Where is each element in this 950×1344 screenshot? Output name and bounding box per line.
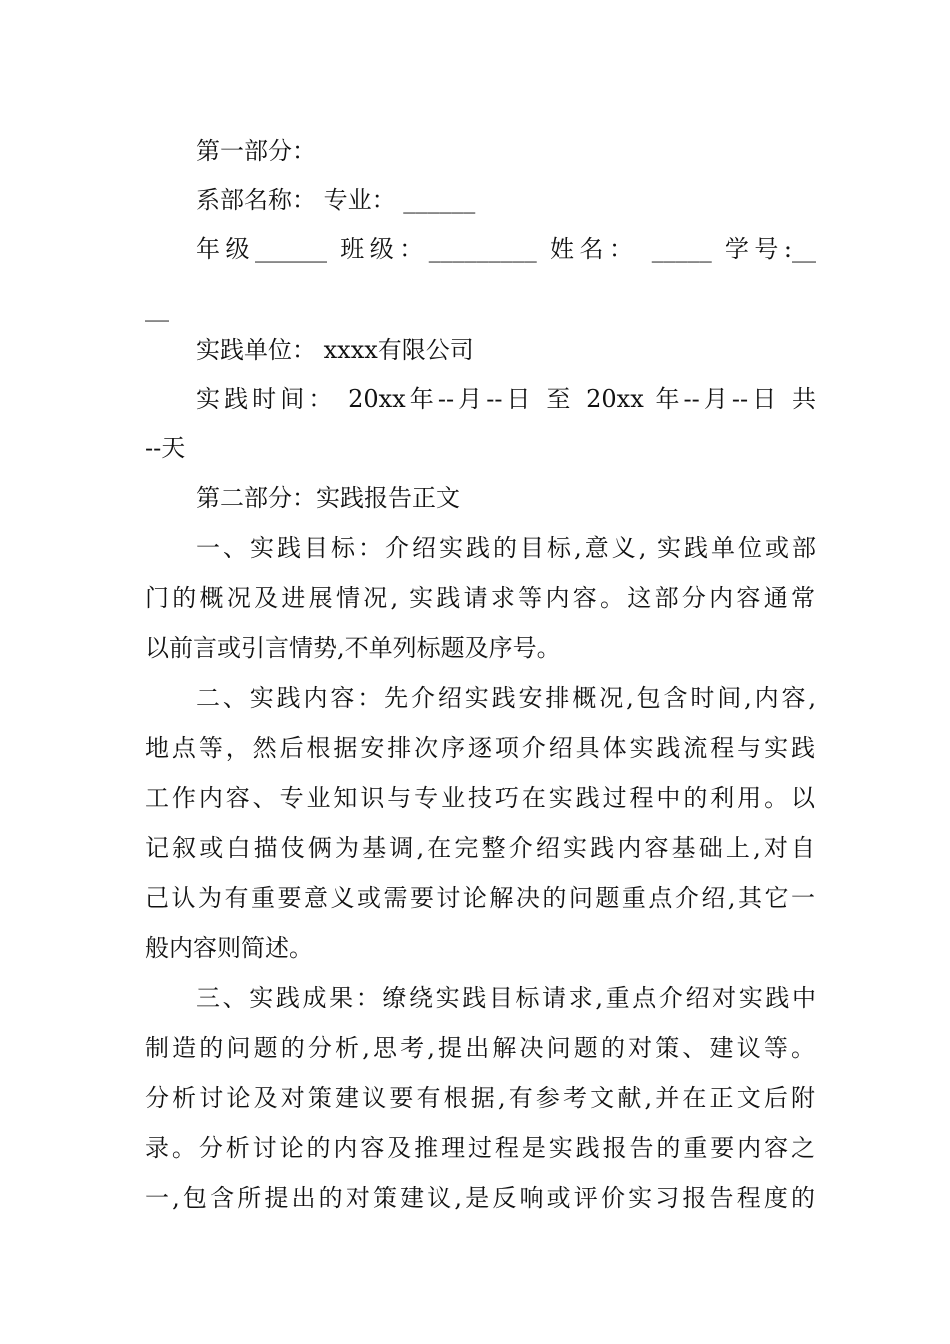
section-two-line: 工作内容、专业知识与专业技巧在实践过程中的利用。以: [145, 784, 815, 812]
part-two-heading: 第二部分：实践报告正文: [196, 484, 460, 512]
section-three-line: 分析讨论及对策建议要有根据,有参考文献,并在正文后附: [145, 1084, 815, 1112]
section-one-line: 以前言或引言情势,不单列标题及序号。: [145, 634, 561, 662]
section-two-line: 二、实践内容：先介绍实践安排概况,包含时间,内容,: [196, 684, 816, 712]
grade-class-name-line: 年级______ 班级：_________ 姓名： _____ 学号:__: [196, 235, 816, 263]
section-three-line: 三、实践成果：缭绕实践目标请求,重点介绍对实践中: [196, 984, 816, 1012]
section-two-line: 般内容则简述。: [145, 934, 313, 962]
section-two-line: 地点等，然后根据安排次序逐项介绍具体实践流程与实践: [145, 734, 815, 762]
section-three-line: 一,包含所提出的对策建议,是反响或评价实习报告程度的: [145, 1184, 815, 1212]
practice-time-line: 实践时间： 20xx年--月--日 至 20xx 年--月--日 共: [196, 385, 816, 413]
section-two-line: 己认为有重要意义或需要讨论解决的问题重点介绍,其它一: [145, 884, 815, 912]
student-id-continuation: __: [145, 294, 169, 322]
section-one-line: 一、实践目标：介绍实践的目标,意义, 实践单位或部: [196, 534, 816, 562]
practice-unit-line: 实践单位： xxxx有限公司: [196, 336, 474, 364]
section-three-line: 录。分析讨论的内容及推理过程是实践报告的重要内容之: [145, 1134, 815, 1162]
section-one-line: 门的概况及进展情况, 实践请求等内容。这部分内容通常: [145, 584, 815, 612]
department-major-line: 系部名称： 专业： ______: [196, 186, 476, 214]
section-two-line: 记叙或白描伎俩为基调,在完整介绍实践内容基础上,对自: [145, 834, 815, 862]
practice-time-continuation: --天: [145, 434, 186, 462]
part-one-heading: 第一部分：: [196, 137, 316, 165]
section-three-line: 制造的问题的分析,思考,提出解决问题的对策、建议等。: [145, 1034, 815, 1062]
